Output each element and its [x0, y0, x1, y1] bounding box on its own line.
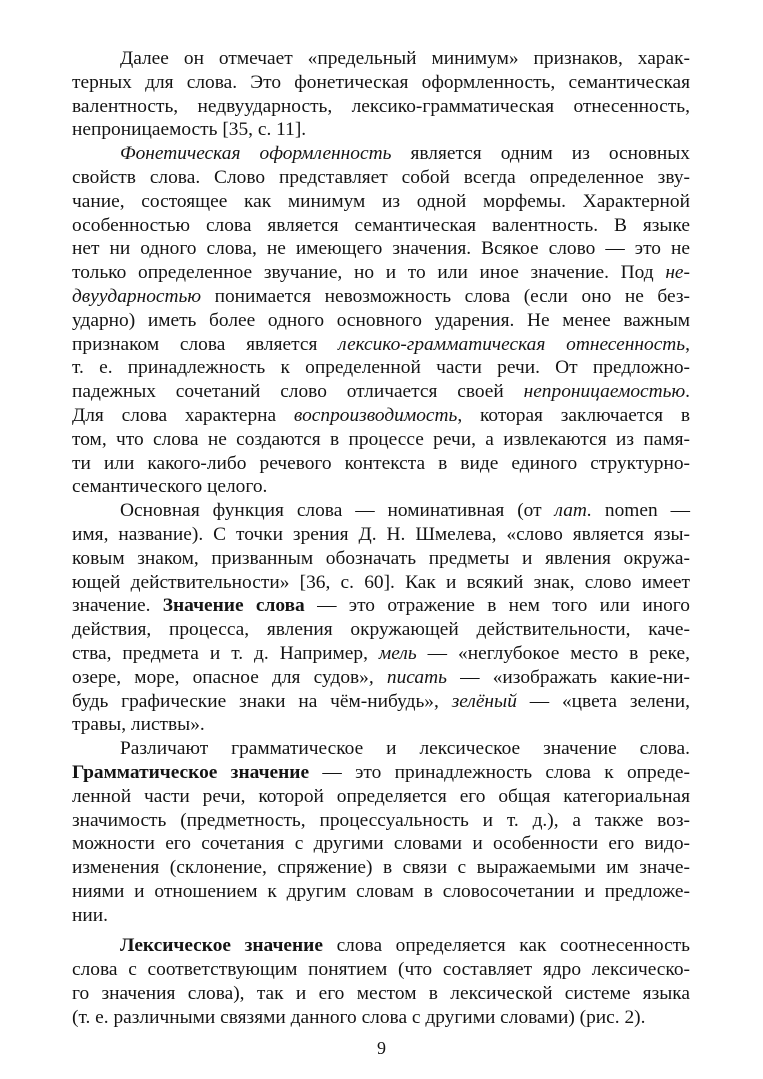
text-run: терных для слова. Это фонетическая оформленность, семантическая: [72, 71, 690, 93]
text-run: — «изображать какие-ни-: [446, 666, 690, 688]
text-run: (т. е. различными связями данного слова с другими словами) (рис. 2).: [72, 1006, 646, 1028]
text-run: ства, предмета и т. д. Например,: [72, 642, 379, 664]
text-run: — это принадлежность слова к опреде-: [309, 761, 691, 783]
bold-term: Значение слова: [162, 595, 305, 617]
text-run: значение.: [72, 595, 163, 617]
text-line: [72, 523, 690, 547]
text-run: имя, название). С точки зрения Д. Н. Шмелева, «слово является язы-: [72, 523, 690, 545]
text-run: ющей действительности» [36, с. 60]. Как и всякий знак, слово имеет: [72, 571, 690, 593]
text-line: [72, 452, 690, 476]
text-line: [72, 785, 690, 809]
text-run: ударно) иметь более одного основного ударения. Не менее важным: [72, 309, 690, 331]
text-line: [72, 547, 690, 571]
text-run: травы, листвы».: [72, 714, 205, 736]
text-run: ти или какого-либо речевого контекста в виде единого структурно-: [72, 452, 690, 474]
text-run: валентность, недвуударность, лексико-грамматическая отнесенность,: [72, 95, 690, 117]
text-line: [72, 214, 690, 238]
text-line: [72, 142, 690, 166]
italic-term: не-: [665, 262, 690, 284]
text-run: только определенное звучание, но и то или иное значение. Под: [72, 262, 666, 284]
text-run: ,: [685, 333, 690, 355]
paragraph-3: [72, 499, 690, 737]
paragraph-1: [72, 47, 690, 142]
italic-term: лексико-грамматическая отнесенность: [338, 333, 686, 355]
text-run: Различают грамматическое и лексическое значение слова.: [120, 738, 690, 760]
italic-term: двуударностью: [72, 285, 202, 307]
text-run: ковым знаком, призванным обозначать предметы и явления окружа-: [72, 547, 690, 569]
text-run: Основная функция слова — номинативная (от: [120, 500, 555, 522]
italic-term: лат.: [554, 500, 592, 522]
text-line: [72, 190, 690, 214]
text-run: т. е. принадлежность к определенной части речи. От предложно-: [72, 357, 690, 379]
page-number: 9: [377, 1038, 386, 1058]
text-line: [72, 333, 690, 357]
italic-term: Фонетическая оформленность: [120, 143, 392, 165]
text-line: [72, 666, 690, 690]
text-line: [72, 832, 690, 856]
paragraph-2: [72, 142, 690, 499]
text-line: [72, 166, 690, 190]
text-line: [72, 475, 690, 499]
text-run: — «неглубокое место в реке,: [416, 642, 690, 664]
text-line: [72, 618, 690, 642]
bold-term: Лексическое значение: [120, 935, 323, 957]
text-line: [72, 761, 690, 785]
body-text: [72, 47, 690, 1030]
text-run: слова с соответствующим понятием (что составляет ядро лексическо-: [72, 959, 690, 981]
paragraph-5: [72, 934, 690, 1029]
text-line: [72, 713, 690, 737]
text-run: го значения слова), так и его местом в лексической системе языка: [72, 983, 690, 1005]
text-run: — это отражение в нем того или иного: [304, 595, 690, 617]
italic-term: непроницаемостью: [523, 381, 686, 403]
text-run: свойств слова. Слово представляет собой всегда определенное зву-: [72, 166, 690, 188]
text-run: будь графические знаки на чём-нибудь»,: [72, 690, 452, 712]
text-run: понимается невозможность слова (если оно не без-: [201, 285, 690, 307]
text-run: слова определяется как соотнесенность: [322, 935, 691, 957]
text-run: можности его сочетания с другими словами и особенности его видо-: [72, 833, 690, 855]
text-line: [72, 285, 690, 309]
text-run: признаком слова является: [72, 333, 339, 355]
text-run: значимость (предметность, процессуальность и т. д.), а также воз-: [72, 809, 690, 831]
text-run: непроницаемость [35, с. 11].: [72, 119, 307, 141]
text-line: [72, 594, 690, 618]
bold-term: Грамматическое значение: [72, 761, 310, 783]
text-line: [72, 47, 690, 71]
italic-term: , писать: [368, 666, 447, 688]
text-run: озере, море, опасное для судов»: [72, 666, 369, 688]
text-run: , которая заключается в: [457, 404, 691, 426]
text-run: Далее он отмечает «предельный минимум» признаков, харак-: [120, 48, 690, 69]
text-run: том, что слова не создаются в процессе речи, а извлекаются из памя-: [72, 428, 690, 450]
text-line: [72, 856, 690, 880]
text-run: Для слова характерна: [72, 404, 294, 426]
text-line: [72, 309, 690, 333]
text-line: [72, 261, 690, 285]
text-line: [72, 934, 690, 958]
text-line: [72, 571, 690, 595]
text-run: нет ни одного слова, не имеющего значения. Всякое слово — это не: [72, 238, 690, 260]
text-run: является одним из основных: [391, 143, 690, 165]
paragraph-4: [72, 737, 690, 927]
paragraph-gap: [72, 927, 690, 934]
italic-term: мель: [378, 642, 417, 664]
text-run: особенностью слова является семантическая валентность. В языке: [72, 214, 690, 236]
text-line: [72, 737, 690, 761]
text-line: [72, 404, 690, 428]
text-line: [72, 904, 690, 928]
text-run: ниями и отношением к другим словам в словосочетании и предложе-: [72, 880, 690, 902]
text-run: ленной части речи, которой определяется его общая категориальная: [72, 785, 690, 807]
text-run: нии.: [72, 904, 108, 926]
italic-term: зелёный: [451, 690, 517, 712]
text-line: [72, 428, 690, 452]
text-line: [72, 95, 690, 119]
text-run: падежных сочетаний слово отличается своей: [72, 381, 524, 403]
text-line: [72, 71, 690, 95]
text-run: изменения (склонение, спряжение) в связи с выражаемыми им значе-: [72, 857, 690, 879]
text-run: .: [685, 381, 690, 403]
text-line: [72, 237, 690, 261]
text-line: [72, 499, 690, 523]
text-run: — «цвета зелени,: [516, 690, 690, 712]
text-run: действия, процесса, явления окружающей действительности, каче-: [72, 619, 690, 641]
text-line: [72, 982, 690, 1006]
text-line: [72, 1006, 690, 1030]
text-run: nomen —: [591, 500, 690, 522]
text-run: чание, состоящее как минимум из одной морфемы. Характерной: [72, 190, 690, 212]
text-run: семантического целого.: [72, 476, 268, 498]
text-line: [72, 809, 690, 833]
text-line: [72, 958, 690, 982]
text-line: [72, 118, 690, 142]
text-line: [72, 690, 690, 714]
text-line: [72, 356, 690, 380]
text-line: [72, 880, 690, 904]
italic-term: воспроизводимость: [293, 404, 458, 426]
text-line: [72, 380, 690, 404]
text-line: [72, 642, 690, 666]
